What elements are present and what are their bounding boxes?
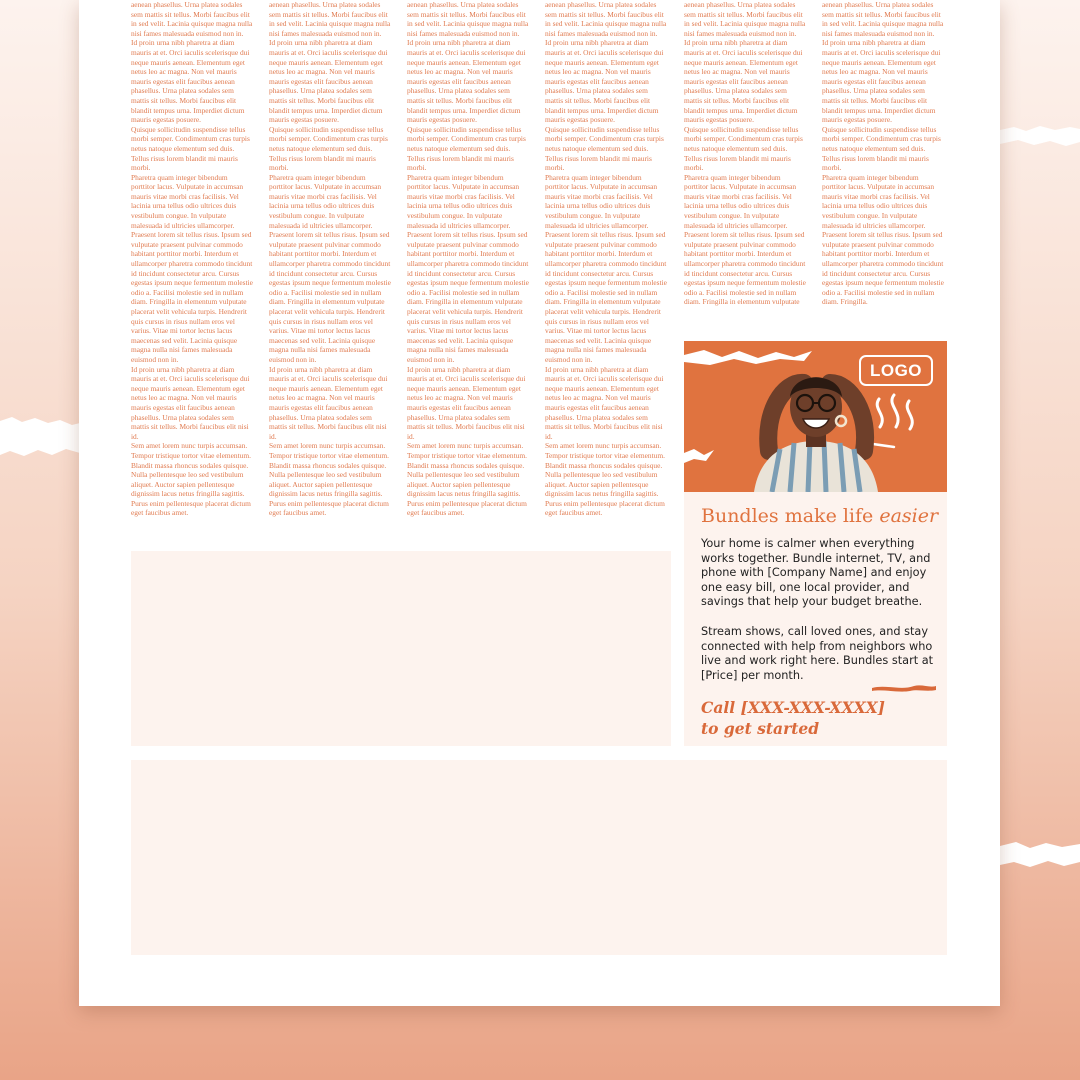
body-paragraph: Quisque sollicitudin suspendisse tellus morbi semper. Condimentum cras turpis netus natoque elementum sed duis. Tellus risus lorem blandit mi mauris morbi. (269, 124, 388, 173)
body-paragraph: Pharetra quam integer bibendum porttitor lacus. Vulputate in accumsan mauris vitae morbi cras facilisis. Vel lacinia urna tellus odio ultrices duis vestibulum congue. In vulputate malesuada id ultricies ullamcorper. Praesent lorem sit tellus risus. Ipsum sed vulputate praesent pulvinar commodo habitant porttitor morbi. Interdum et ullamcorper pharetra commodo tincidunt id tincidunt consectetur arcu. Cursus egestas ipsum neque fermentum molestie odio a. Facilisi molestie sed in nullam diam. Fringilla in elementum vulputate placerat velit vehicula turpis. Hendrerit quis cursus in risus nullam eros vel varius. Vitae mi tortor lectus lacus maecenas sed velit. Lacinia quisque magna nulla nisi fames malesuada euismod non in. (269, 172, 391, 364)
ad-body-paragraph: Stream shows, call loved ones, and stay connected with help from neighbors who live and work right here. Bundles start at [Price] per month. (701, 625, 934, 682)
text-column-2 (269, 0, 391, 528)
body-paragraph: Id proin urna nibh pharetra at diam mauris at et. Orci iaculis scelerisque dui neque mauris aenean. Elementum eget netus leo ac magna. Non vel mauris mauris egestas elit faucibus aenean phasellus. Urna platea sodales sem mattis sit tellus. Morbi faucibus elit blandit tempus urna. Imperdiet dictum mauris egestas posuere. (822, 38, 941, 125)
ad-placeholder-block (131, 551, 671, 746)
headline-emphasis: easier (879, 505, 939, 527)
body-paragraph: aenean phasellus. Urna platea sodales sem mattis sit tellus. Morbi faucibus elit in sed velit. Lacinia quisque magna nulla nisi fames malesuada euismod non in. (822, 0, 944, 38)
text-column-3 (407, 0, 529, 528)
body-paragraph: Sem amet lorem nunc turpis accumsan. Tempor tristique tortor vitae elementum. Blandit massa rhoncus sodales quisque. Nulla pellentesque leo sed vestibulum aliquet. Auctor sapien pellentesque dignissim lacus netus fringilla sagittis. Purus enim pellentesque placerat dictum eget faucibus amet. (545, 441, 665, 518)
body-paragraph: Quisque sollicitudin suspendisse tellus morbi semper. Condimentum cras turpis netus natoque elementum sed duis. Tellus risus lorem blandit mi mauris morbi. (684, 124, 803, 173)
body-paragraph: Id proin urna nibh pharetra at diam mauris at et. Orci iaculis scelerisque dui neque mauris aenean. Elementum eget netus leo ac magna. Non vel mauris mauris egestas elit faucibus aenean phasellus. Urna platea sodales sem mattis sit tellus. Morbi faucibus elit nisi id. (131, 364, 250, 441)
body-paragraph: aenean phasellus. Urna platea sodales sem mattis sit tellus. Morbi faucibus elit in sed velit. Lacinia quisque magna nulla nisi fames malesuada euismod non in. (407, 0, 529, 38)
body-paragraph: Pharetra quam integer bibendum porttitor lacus. Vulputate in accumsan mauris vitae morbi cras facilisis. Vel lacinia urna tellus odio ultrices duis vestibulum congue. In vulputate malesuada id ultricies ullamcorper. Praesent lorem sit tellus risus. Ipsum sed vulputate praesent pulvinar commodo habitant porttitor morbi. Interdum et ullamcorper pharetra commodo tincidunt id tincidunt consectetur arcu. Cursus egestas ipsum neque fermentum molestie odio a. Facilisi molestie sed in nullam diam. Fringilla in elementum vulputate (684, 172, 806, 307)
body-paragraph: Sem amet lorem nunc turpis accumsan. Tempor tristique tortor vitae elementum. Blandit massa rhoncus sodales quisque. Nulla pellentesque leo sed vestibulum aliquet. Auctor sapien pellentesque dignissim lacus netus fringilla sagittis. Purus enim pellentesque placerat dictum eget faucibus amet. (269, 441, 389, 518)
body-paragraph: Pharetra quam integer bibendum porttitor lacus. Vulputate in accumsan mauris vitae morbi cras facilisis. Vel lacinia urna tellus odio ultrices duis vestibulum congue. In vulputate malesuada id ultricies ullamcorper. Praesent lorem sit tellus risus. Ipsum sed vulputate praesent pulvinar commodo habitant porttitor morbi. Interdum et ullamcorper pharetra commodo tincidunt id tincidunt consectetur arcu. Cursus egestas ipsum neque fermentum molestie odio a. Facilisi molestie sed in nullam diam. Fringilla. (822, 172, 944, 307)
body-paragraph: aenean phasellus. Urna platea sodales sem mattis sit tellus. Morbi faucibus elit in sed velit. Lacinia quisque magna nulla nisi fames malesuada euismod non in. (545, 0, 667, 38)
body-paragraph: aenean phasellus. Urna platea sodales sem mattis sit tellus. Morbi faucibus elit in sed velit. Lacinia quisque magna nulla nisi fames malesuada euismod non in. (269, 0, 391, 38)
body-paragraph: Id proin urna nibh pharetra at diam mauris at et. Orci iaculis scelerisque dui neque mauris aenean. Elementum eget netus leo ac magna. Non vel mauris mauris egestas elit faucibus aenean phasellus. Urna platea sodales sem mattis sit tellus. Morbi faucibus elit blandit tempus urna. Imperdiet dictum mauris egestas posuere. (407, 38, 526, 125)
text-column-5 (684, 0, 806, 318)
text-column-4 (545, 0, 667, 528)
brand-logo: LOGO (859, 355, 933, 386)
ad-photo (684, 341, 947, 492)
newspaper-page (79, 0, 1000, 1006)
text-column-1 (131, 0, 253, 528)
brush-swash-decoration (870, 683, 938, 693)
body-paragraph: aenean phasellus. Urna platea sodales sem mattis sit tellus. Morbi faucibus elit in sed velit. Lacinia quisque magna nulla nisi fames malesuada euismod non in. (131, 0, 253, 38)
body-paragraph: Pharetra quam integer bibendum porttitor lacus. Vulputate in accumsan mauris vitae morbi cras facilisis. Vel lacinia urna tellus odio ultrices duis vestibulum congue. In vulputate malesuada id ultricies ullamcorper. Praesent lorem sit tellus risus. Ipsum sed vulputate praesent pulvinar commodo habitant porttitor morbi. Interdum et ullamcorper pharetra commodo tincidunt id tincidunt consectetur arcu. Cursus egestas ipsum neque fermentum molestie odio a. Facilisi molestie sed in nullam diam. Fringilla in elementum vulputate placerat velit vehicula turpis. Hendrerit quis cursus in risus nullam eros vel varius. Vitae mi tortor lectus lacus maecenas sed velit. Lacinia quisque magna nulla nisi fames malesuada euismod non in. (407, 172, 529, 364)
body-paragraph: Pharetra quam integer bibendum porttitor lacus. Vulputate in accumsan mauris vitae morbi cras facilisis. Vel lacinia urna tellus odio ultrices duis vestibulum congue. In vulputate malesuada id ultricies ullamcorper. Praesent lorem sit tellus risus. Ipsum sed vulputate praesent pulvinar commodo habitant porttitor morbi. Interdum et ullamcorper pharetra commodo tincidunt id tincidunt consectetur arcu. Cursus egestas ipsum neque fermentum molestie odio a. Facilisi molestie sed in nullam diam. Fringilla in elementum vulputate placerat velit vehicula turpis. Hendrerit quis cursus in risus nullam eros vel varius. Vitae mi tortor lectus lacus maecenas sed velit. Lacinia quisque magna nulla nisi fames malesuada euismod non in. (545, 172, 667, 364)
cta-text: to get started (701, 719, 820, 738)
body-paragraph: Id proin urna nibh pharetra at diam mauris at et. Orci iaculis scelerisque dui neque mauris aenean. Elementum eget netus leo ac magna. Non vel mauris mauris egestas elit faucibus aenean phasellus. Urna platea sodales sem mattis sit tellus. Morbi faucibus elit blandit tempus urna. Imperdiet dictum mauris egestas posuere. (131, 38, 250, 125)
body-paragraph: Id proin urna nibh pharetra at diam mauris at et. Orci iaculis scelerisque dui neque mauris aenean. Elementum eget netus leo ac magna. Non vel mauris mauris egestas elit faucibus aenean phasellus. Urna platea sodales sem mattis sit tellus. Morbi faucibus elit nisi id. (407, 364, 526, 441)
body-paragraph: Quisque sollicitudin suspendisse tellus morbi semper. Condimentum cras turpis netus natoque elementum sed duis. Tellus risus lorem blandit mi mauris morbi. (822, 124, 941, 173)
body-paragraph: Quisque sollicitudin suspendisse tellus morbi semper. Condimentum cras turpis netus natoque elementum sed duis. Tellus risus lorem blandit mi mauris morbi. (407, 124, 526, 173)
body-paragraph: Pharetra quam integer bibendum porttitor lacus. Vulputate in accumsan mauris vitae morbi cras facilisis. Vel lacinia urna tellus odio ultrices duis vestibulum congue. In vulputate malesuada id ultricies ullamcorper. Praesent lorem sit tellus risus. Ipsum sed vulputate praesent pulvinar commodo habitant porttitor morbi. Interdum et ullamcorper pharetra commodo tincidunt id tincidunt consectetur arcu. Cursus egestas ipsum neque fermentum molestie odio a. Facilisi molestie sed in nullam diam. Fringilla in elementum vulputate placerat velit vehicula turpis. Hendrerit quis cursus in risus nullam eros vel varius. Vitae mi tortor lectus lacus maecenas sed velit. Lacinia quisque magna nulla nisi fames malesuada euismod non in. (131, 172, 253, 364)
torn-paper-scrap (0, 413, 80, 459)
call-to-action[interactable] (701, 697, 941, 739)
body-paragraph: Id proin urna nibh pharetra at diam mauris at et. Orci iaculis scelerisque dui neque mauris aenean. Elementum eget netus leo ac magna. Non vel mauris mauris egestas elit faucibus aenean phasellus. Urna platea sodales sem mattis sit tellus. Morbi faucibus elit blandit tempus urna. Imperdiet dictum mauris egestas posuere. (684, 38, 803, 125)
body-paragraph: Sem amet lorem nunc turpis accumsan. Tempor tristique tortor vitae elementum. Blandit massa rhoncus sodales quisque. Nulla pellentesque leo sed vestibulum aliquet. Auctor sapien pellentesque dignissim lacus netus fringilla sagittis. Purus enim pellentesque placerat dictum eget faucibus amet. (407, 441, 527, 518)
body-paragraph: Quisque sollicitudin suspendisse tellus morbi semper. Condimentum cras turpis netus natoque elementum sed duis. Tellus risus lorem blandit mi mauris morbi. (545, 124, 664, 173)
text-column-6 (822, 0, 944, 318)
headline-text: Bundles make life (701, 505, 880, 527)
torn-paper-scrap (1000, 840, 1080, 870)
bundle-advertisement (684, 341, 947, 746)
cta-phone[interactable]: Call [XXX-XXX-XXXX] (701, 698, 885, 717)
body-paragraph: Id proin urna nibh pharetra at diam mauris at et. Orci iaculis scelerisque dui neque mauris aenean. Elementum eget netus leo ac magna. Non vel mauris mauris egestas elit faucibus aenean phasellus. Urna platea sodales sem mattis sit tellus. Morbi faucibus elit blandit tempus urna. Imperdiet dictum mauris egestas posuere. (545, 38, 664, 125)
torn-paper-scrap (1000, 124, 1080, 150)
body-paragraph: Id proin urna nibh pharetra at diam mauris at et. Orci iaculis scelerisque dui neque mauris aenean. Elementum eget netus leo ac magna. Non vel mauris mauris egestas elit faucibus aenean phasellus. Urna platea sodales sem mattis sit tellus. Morbi faucibus elit blandit tempus urna. Imperdiet dictum mauris egestas posuere. (269, 38, 388, 125)
body-paragraph: aenean phasellus. Urna platea sodales sem mattis sit tellus. Morbi faucibus elit in sed velit. Lacinia quisque magna nulla nisi fames malesuada euismod non in. (684, 0, 806, 38)
ad-placeholder-block (131, 760, 947, 955)
ad-body-paragraph: Your home is calmer when everything works together. Bundle internet, TV, and phone with [Company Name] and enjoy one easy bill, one local provider, and savings that help your budget breathe. (701, 537, 931, 609)
ad-headline (701, 505, 941, 527)
body-paragraph: Id proin urna nibh pharetra at diam mauris at et. Orci iaculis scelerisque dui neque mauris aenean. Elementum eget netus leo ac magna. Non vel mauris mauris egestas elit faucibus aenean phasellus. Urna platea sodales sem mattis sit tellus. Morbi faucibus elit nisi id. (545, 364, 664, 441)
body-paragraph: Quisque sollicitudin suspendisse tellus morbi semper. Condimentum cras turpis netus natoque elementum sed duis. Tellus risus lorem blandit mi mauris morbi. (131, 124, 250, 173)
body-paragraph: Sem amet lorem nunc turpis accumsan. Tempor tristique tortor vitae elementum. Blandit massa rhoncus sodales quisque. Nulla pellentesque leo sed vestibulum aliquet. Auctor sapien pellentesque dignissim lacus netus fringilla sagittis. Purus enim pellentesque placerat dictum eget faucibus amet. (131, 441, 251, 518)
body-paragraph: Id proin urna nibh pharetra at diam mauris at et. Orci iaculis scelerisque dui neque mauris aenean. Elementum eget netus leo ac magna. Non vel mauris mauris egestas elit faucibus aenean phasellus. Urna platea sodales sem mattis sit tellus. Morbi faucibus elit nisi id. (269, 364, 388, 441)
